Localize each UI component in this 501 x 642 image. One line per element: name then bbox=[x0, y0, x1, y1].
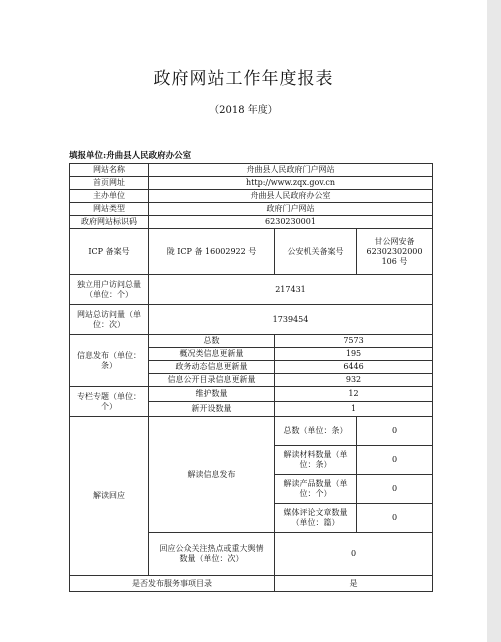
site-name-value: 舟曲县人民政府门户网站 bbox=[149, 164, 433, 177]
topic-maintain-label: 维护数量 bbox=[149, 387, 275, 402]
page-title: 政府网站工作年度报表 bbox=[153, 69, 334, 89]
interpret-hot-value: 0 bbox=[275, 533, 433, 576]
home-url-label: 首页网址 bbox=[70, 177, 149, 190]
table-row bbox=[70, 229, 433, 275]
interpret-sub-label: 解读信息发布 bbox=[149, 417, 275, 533]
table-row bbox=[70, 275, 433, 305]
icp-value: 陇 ICP 备 16002922 号 bbox=[149, 229, 275, 275]
pv-value: 1739454 bbox=[149, 305, 433, 335]
report-year: （2018 年度） bbox=[209, 105, 278, 116]
table-row bbox=[70, 177, 433, 190]
interpret-product-value: 0 bbox=[357, 475, 433, 504]
info-total-value: 7573 bbox=[275, 335, 433, 348]
table-row bbox=[70, 417, 433, 446]
police-label: 公安机关备案号 bbox=[275, 229, 357, 275]
table-row bbox=[70, 164, 433, 177]
interpret-hot-label: 回应公众关注热点或重大舆情数量（单位：次） bbox=[149, 533, 275, 576]
info-affairs-value: 6446 bbox=[275, 361, 433, 374]
interpret-media-label: 媒体评论文章数量（单位：篇） bbox=[275, 504, 357, 533]
info-affairs-label: 政务动态信息更新量 bbox=[149, 361, 275, 374]
interpret-total-value: 0 bbox=[357, 417, 433, 446]
table-row bbox=[70, 216, 433, 229]
topic-new-label: 新开设数量 bbox=[149, 402, 275, 417]
info-catalog-value: 932 bbox=[275, 374, 433, 387]
home-url-value: http://www.zqx.gov.cn bbox=[149, 177, 433, 190]
report-table bbox=[69, 163, 433, 592]
site-id-value: 6230230001 bbox=[149, 216, 433, 229]
interpret-label: 解读回应 bbox=[70, 417, 149, 576]
uv-value: 217431 bbox=[149, 275, 433, 305]
table-row bbox=[70, 576, 433, 592]
table-row bbox=[70, 203, 433, 216]
fill-unit: 填报单位:舟曲县人民政府办公室 bbox=[69, 151, 192, 161]
uv-label: 独立用户访问总量（单位：个） bbox=[70, 275, 149, 305]
pv-label: 网站总访问量（单位：次） bbox=[70, 305, 149, 335]
window-scrollbar[interactable] bbox=[487, 0, 501, 642]
police-value: 甘公网安备 62302302000 106 号 bbox=[357, 229, 433, 275]
interpret-media-value: 0 bbox=[357, 504, 433, 533]
site-type-label: 网站类型 bbox=[70, 203, 149, 216]
icp-label: ICP 备案号 bbox=[70, 229, 149, 275]
table-row bbox=[70, 335, 433, 348]
site-type-value: 政府门户网站 bbox=[149, 203, 433, 216]
interpret-product-label: 解读产品数量（单位：个） bbox=[275, 475, 357, 504]
sponsor-value: 舟曲县人民政府办公室 bbox=[149, 190, 433, 203]
table-row bbox=[70, 190, 433, 203]
info-overview-label: 概况类信息更新量 bbox=[149, 348, 275, 361]
sponsor-label: 主办单位 bbox=[70, 190, 149, 203]
info-label: 信息发布（单位：条） bbox=[70, 335, 149, 387]
topic-label: 专栏专题（单位：个） bbox=[70, 387, 149, 417]
interpret-total-label: 总数（单位：条） bbox=[275, 417, 357, 446]
topic-maintain-value: 12 bbox=[275, 387, 433, 402]
info-total-label: 总数 bbox=[149, 335, 275, 348]
interpret-material-value: 0 bbox=[357, 446, 433, 475]
service-label: 是否发布服务事项目录 bbox=[70, 576, 275, 592]
table-row bbox=[70, 305, 433, 335]
site-name-label: 网站名称 bbox=[70, 164, 149, 177]
topic-new-value: 1 bbox=[275, 402, 433, 417]
interpret-material-label: 解读材料数量（单位：条） bbox=[275, 446, 357, 475]
table-row bbox=[70, 387, 433, 402]
site-id-label: 政府网站标识码 bbox=[70, 216, 149, 229]
info-catalog-label: 信息公开目录信息更新量 bbox=[149, 374, 275, 387]
info-overview-value: 195 bbox=[275, 348, 433, 361]
service-value: 是 bbox=[275, 576, 433, 592]
